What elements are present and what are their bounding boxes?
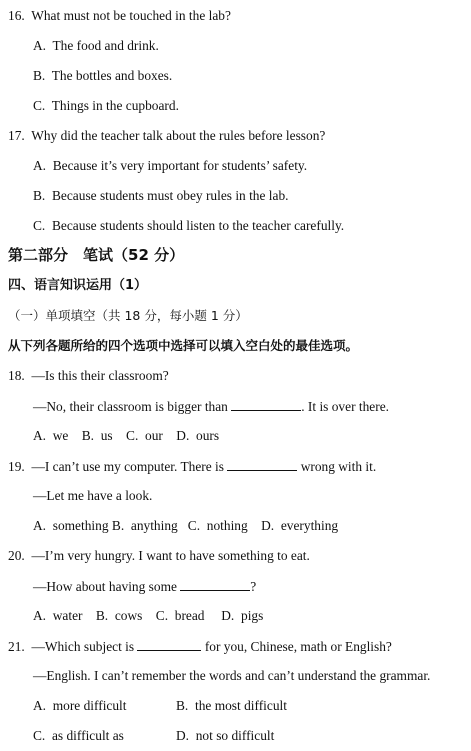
option-letter: D. xyxy=(221,608,235,623)
q20-option-b xyxy=(96,608,143,624)
question-number: 19. xyxy=(8,459,25,474)
option-text: ours xyxy=(196,428,220,443)
option-text: anything xyxy=(130,518,178,533)
answer-blank xyxy=(231,398,301,411)
q19-options xyxy=(33,518,338,534)
question-text: Why did the teacher talk about the rules before lesson? xyxy=(31,128,326,143)
option-letter: C. xyxy=(126,428,139,443)
q19-option-a xyxy=(33,518,109,534)
option-letter: A. xyxy=(33,38,47,53)
q18-option-a xyxy=(33,428,68,444)
option-text: Things in the cupboard. xyxy=(51,98,179,113)
dialogue-line-start: —I can’t use my computer. There is xyxy=(31,459,224,474)
dialogue-line: —I’m very hungry. I want to have something to eat. xyxy=(31,548,310,563)
dialogue-line-end: wrong with it. xyxy=(300,459,377,474)
option-text: bread xyxy=(174,608,205,623)
option-letter: C. xyxy=(33,218,46,233)
q18-option-c xyxy=(126,428,163,444)
q17-option-a xyxy=(33,158,307,174)
option-letter: A. xyxy=(33,698,47,713)
q19-dialogue-reply: —Let me have a look. xyxy=(33,488,153,503)
option-text: water xyxy=(52,608,83,623)
q18-options xyxy=(33,428,219,444)
option-text: our xyxy=(145,428,163,443)
q18-option-d xyxy=(176,428,219,444)
q21-option-b xyxy=(176,698,287,714)
option-letter: C. xyxy=(33,98,46,113)
q18-dialogue-reply xyxy=(33,398,389,415)
option-letter: B. xyxy=(33,188,46,203)
option-letter: C. xyxy=(33,728,46,743)
question-20 xyxy=(8,548,310,564)
option-text: nothing xyxy=(206,518,248,533)
question-number: 16. xyxy=(8,8,25,23)
question-number: 18. xyxy=(8,368,25,383)
option-letter: D. xyxy=(176,728,190,743)
dialogue-line-start: —How about having some xyxy=(33,579,177,594)
q20-option-a xyxy=(33,608,82,624)
question-19 xyxy=(8,458,376,475)
option-text: everything xyxy=(280,518,339,533)
dialogue-line-end: . It is over there. xyxy=(301,399,389,414)
option-text: us xyxy=(100,428,113,443)
option-text: more difficult xyxy=(52,698,127,713)
q19-option-d xyxy=(261,518,338,534)
question-text: What must not be touched in the lab? xyxy=(31,8,231,23)
option-text: Because students must obey rules in the lab. xyxy=(51,188,289,203)
question-number: 17. xyxy=(8,128,25,143)
q16-option-c xyxy=(33,98,179,114)
question-number: 20. xyxy=(8,548,25,563)
q20-option-c xyxy=(156,608,205,624)
option-text: Because it’s very important for students’ safety. xyxy=(52,158,308,173)
question-17 xyxy=(8,128,325,144)
q17-option-c xyxy=(33,218,344,234)
question-16 xyxy=(8,8,231,24)
dialogue-line-start: —Which subject is xyxy=(31,639,135,654)
question-21 xyxy=(8,638,392,655)
option-letter: D. xyxy=(261,518,275,533)
option-text: not so difficult xyxy=(195,728,275,743)
q21-dialogue-reply: —English. I can’t remember the words and can’t understand the grammar. xyxy=(33,668,431,683)
question-18 xyxy=(8,368,169,384)
option-letter: B. xyxy=(111,518,125,533)
option-text: pigs xyxy=(241,608,264,623)
answer-blank xyxy=(227,458,297,471)
q21-option-d xyxy=(176,728,274,744)
section-four-heading: 四、语言知识运用（1） xyxy=(8,278,148,293)
option-text: cows xyxy=(114,608,143,623)
option-text: The bottles and boxes. xyxy=(51,68,173,83)
answer-blank xyxy=(180,578,250,591)
option-letter: C. xyxy=(155,608,169,623)
part-two-heading: 第二部分 笔试（52 分） xyxy=(8,246,185,264)
option-letter: B. xyxy=(176,698,189,713)
q19-option-c xyxy=(188,518,248,534)
question-number: 21. xyxy=(8,639,25,654)
dialogue-line-start: —No, their classroom is bigger than xyxy=(33,399,228,414)
option-text: we xyxy=(52,428,69,443)
option-letter: C. xyxy=(187,518,201,533)
option-letter: D. xyxy=(176,428,190,443)
q16-option-b xyxy=(33,68,172,84)
answer-blank xyxy=(137,638,201,651)
option-letter: A. xyxy=(33,428,47,443)
option-letter: A. xyxy=(33,518,47,533)
option-text: The food and drink. xyxy=(52,38,159,53)
q17-option-b xyxy=(33,188,289,204)
option-text: Because students should listen to the teacher carefully. xyxy=(51,218,345,233)
option-letter: B. xyxy=(81,428,95,443)
q20-options xyxy=(33,608,263,624)
subsection-heading: （一）单项填空（共 18 分，每小题 1 分） xyxy=(8,308,248,323)
option-letter: B. xyxy=(33,68,46,83)
option-letter: A. xyxy=(33,608,47,623)
instruction-text: 从下列各题所给的四个选项中选择可以填入空白处的最佳选项。 xyxy=(8,338,359,353)
option-letter: B. xyxy=(95,608,109,623)
q21-option-a xyxy=(33,698,127,714)
q16-option-a xyxy=(33,38,159,54)
q18-option-b xyxy=(82,428,113,444)
option-letter: A. xyxy=(33,158,47,173)
q20-option-d xyxy=(221,608,263,624)
q19-option-b xyxy=(112,518,178,534)
option-text: the most difficult xyxy=(194,698,287,713)
dialogue-line-end: for you, Chinese, math or English? xyxy=(204,639,392,654)
dialogue-line: —Is this their classroom? xyxy=(31,368,169,383)
option-text: something xyxy=(52,518,109,533)
dialogue-line-end: ? xyxy=(250,579,257,594)
option-text: as difficult as xyxy=(51,728,124,743)
q21-option-c xyxy=(33,728,124,744)
q20-dialogue-reply xyxy=(33,578,256,595)
